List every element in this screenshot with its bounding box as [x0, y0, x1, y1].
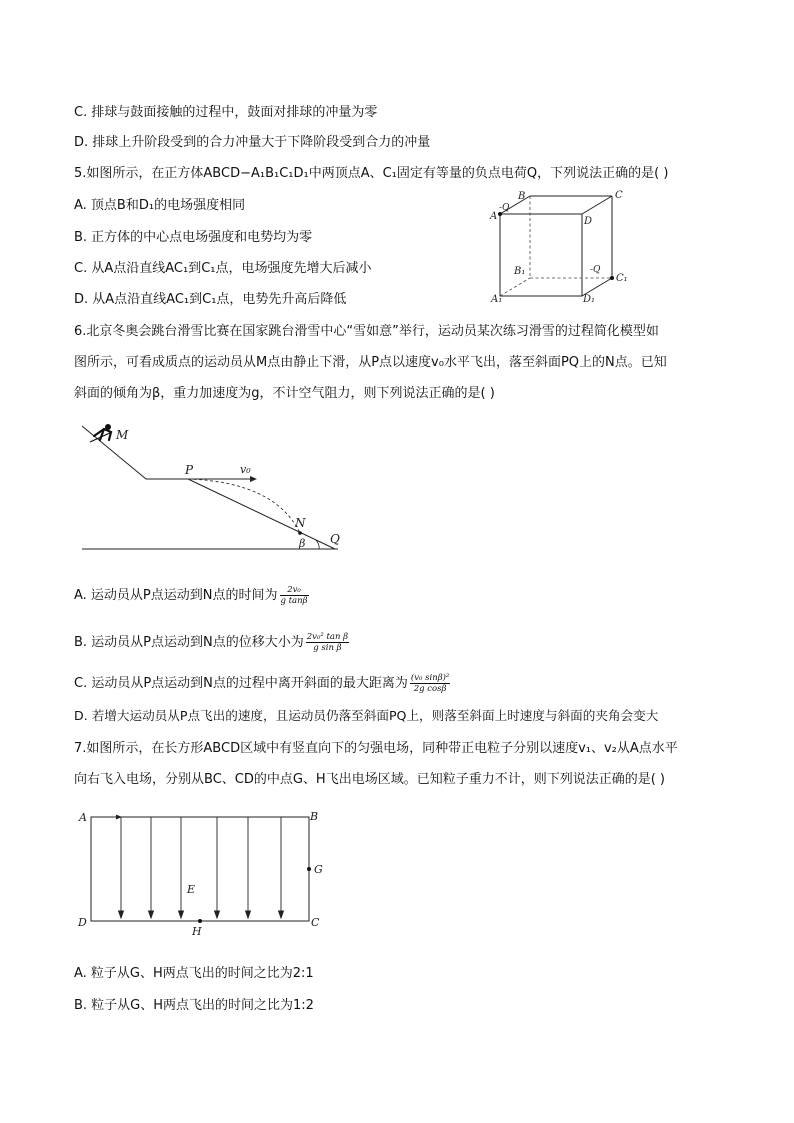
label-c1: C₁ [616, 273, 628, 284]
label-a: A [490, 211, 498, 222]
velocity-arrowhead [250, 476, 257, 482]
q6-stem-line-1: 6.北京冬奥会跳台滑雪比赛在国家跳台滑雪中心“雪如意”举行，运动员某次练习滑雪的过程简化模型如 [74, 324, 659, 339]
q7-stem-line-2: 向右飞入电场，分别从BC、CD的中点G、H飞出电场区域。已知粒子重力不计，则下列说法正确的是( ) [74, 772, 665, 787]
field-lines [119, 817, 284, 918]
cube-figure [486, 186, 636, 308]
q7-stem-line-1: 7.如图所示，在长方形ABCD区域中有竖直向下的匀强电场，同种带正电粒子分别以速度v₁、v₂从A点水平 [74, 741, 678, 756]
q4-option-d: D. 排球上升阶段受到的合力冲量大于下降阶段受到合力的冲量 [74, 135, 431, 150]
landing-point-n [298, 531, 302, 535]
q6-option-b [74, 632, 349, 653]
q6-option-b-formula [306, 632, 349, 653]
field-rectangle [91, 817, 309, 921]
q5-option-c: C. 从A点沿直线AC₁到C₁点，电场强度先增大后减小 [74, 261, 372, 276]
label-d: D [78, 916, 87, 929]
q4-option-c: C. 排球与鼓面接触的过程中，鼓面对排球的冲量为零 [74, 105, 378, 120]
skier-icon [90, 424, 112, 442]
label-p: P [185, 463, 194, 477]
point-h [198, 919, 202, 923]
label-g: G [314, 863, 323, 876]
q6-option-a [74, 585, 309, 606]
formula-numerator: 2v₀ [280, 585, 309, 596]
formula-numerator: 2v₀² tan β [306, 632, 349, 642]
label-e: E [187, 883, 196, 896]
q5-option-a: A. 顶点B和D₁的电场强度相同 [74, 198, 246, 213]
q7-option-b: B. 粒子从G、H两点飞出的时间之比为1:2 [74, 998, 314, 1013]
label-charge-c1: -Q [590, 265, 601, 275]
label-n: N [295, 516, 306, 530]
q5-stem: 5.如图所示，在正方体ABCD−A₁B₁C₁D₁中两顶点A、C₁固定有等量的负点电荷Q，下列说法正确的是( ) [74, 166, 669, 181]
q6-option-c [74, 673, 450, 694]
label-b: B [310, 810, 319, 823]
formula-denominator: g tanβ [280, 596, 308, 606]
label-b: B [518, 191, 526, 202]
ski-jump-figure [80, 420, 360, 558]
label-d: D [584, 216, 593, 227]
label-h: H [192, 925, 202, 938]
slope-pq [188, 479, 335, 549]
label-b1: B₁ [514, 266, 526, 277]
label-charge-a: -Q [499, 203, 510, 213]
label-a1: A₁ [491, 294, 503, 305]
label-d1: D₁ [583, 294, 596, 305]
q6-option-a-text: A. 运动员从P点运动到N点的时间为 [74, 588, 278, 603]
q6-option-d: D. 若增大运动员从P点飞出的速度，且运动员仍落至斜面PQ上，则落至斜面上时速度与斜面的夹角会变大 [74, 708, 659, 723]
label-v0: v₀ [240, 463, 251, 476]
q6-option-c-formula [410, 673, 450, 694]
electric-field-figure [76, 808, 336, 938]
label-m: M [116, 428, 129, 442]
label-q: Q [330, 532, 340, 546]
q7-option-a: A. 粒子从G、H两点飞出的时间之比为2:1 [74, 966, 314, 981]
q5-option-d: D. 从A点沿直线AC₁到C₁点，电势先升高后降低 [74, 292, 347, 307]
q6-option-c-text: C. 运动员从P点运动到N点的过程中离开斜面的最大距离为 [74, 676, 408, 691]
point-g [307, 867, 311, 871]
q6-option-a-formula [280, 585, 309, 606]
charge-point-c1 [610, 276, 614, 280]
q6-stem-line-3: 斜面的倾角为β，重力加速度为g，不计空气阻力，则下列说法正确的是( ) [74, 386, 495, 401]
label-beta: β [299, 537, 306, 550]
label-c: C [615, 190, 623, 201]
q6-stem-line-2: 图所示，可看成质点的运动员从M点由静止下滑，从P点以速度v₀水平飞出，落至斜面PQ上的N点。已知 [74, 355, 667, 370]
label-a: A [79, 811, 87, 824]
q5-option-b: B. 正方体的中心点电场强度和电势均为零 [74, 230, 313, 245]
formula-denominator: 2g cosβ [413, 684, 447, 694]
label-c: C [311, 916, 320, 929]
formula-denominator: g sin β [313, 643, 342, 653]
q6-option-b-text: B. 运动员从P点运动到N点的位移大小为 [74, 635, 304, 650]
formula-numerator: (v₀ sinβ)² [410, 673, 450, 683]
cube-front-face [500, 214, 582, 296]
